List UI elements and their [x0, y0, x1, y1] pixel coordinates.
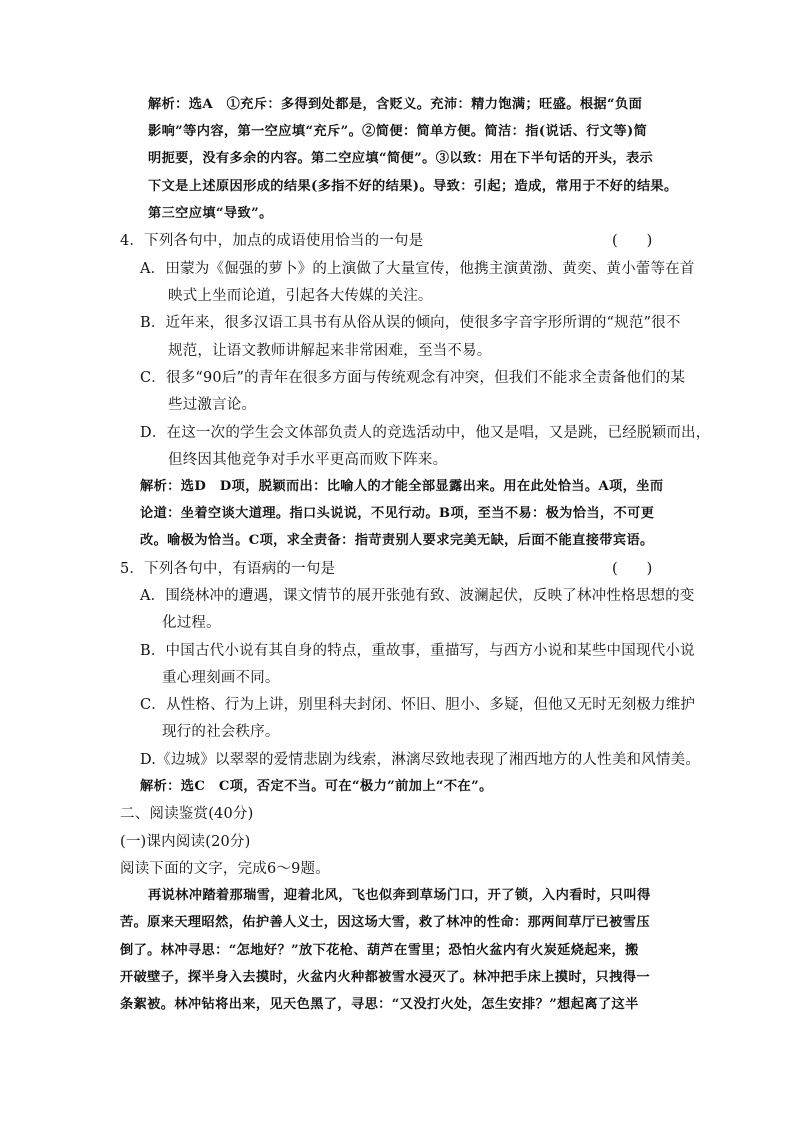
q4-option-c-line-1: C．很多“90后”的青年在很多方面与传统观念有冲突，但我们不能求全责备他们的某: [140, 370, 686, 386]
passage-line-3: 倒了。林冲寻思：“怎地好？”放下花枪、葫芦在雪里；恐怕火盆内有火炭延烧起来，搬: [120, 943, 639, 958]
q4-analysis-line-2: 论道：坐着空谈大道理。指口头说说，不见行动。B项，至当不易：极为恰当，不可更: [140, 506, 655, 521]
passage-line-4: 开破壁子，探半身入去摸时，火盆内火种都被雪水浸灭了。林冲把手床上摸时，只拽得一: [120, 970, 650, 985]
q4-option-b-line-1: B．近年来，很多汉语工具书有从俗从误的倾向，使很多字音字形所谓的“规范”很不: [140, 315, 681, 331]
section2-instruction: 阅读下面的文字，完成6～9题。: [120, 861, 330, 877]
section2-subtitle: (一)课内阅读(20分): [120, 834, 251, 850]
passage-line-1: 再说林冲踏着那瑞雪，迎着北风，飞也似奔到草场门口，开了锁，入内看时，只叫得: [148, 888, 651, 903]
analysis3-line-2: 影响”等内容，第一空应填“充斥”。②简便：简单方便。简洁：指(说话、行文等)简: [148, 124, 648, 139]
q5-stem: 5．下列各句中，有语病的一句是: [120, 561, 336, 577]
analysis3-line-1: 解析：选A ①充斥：多得到处都是，含贬义。充沛：精力饱满；旺盛。根据“负面: [148, 97, 643, 112]
analysis3-line-5: 第三空应填“导致”。: [148, 206, 273, 221]
q5-answer-bracket: ( ): [612, 561, 653, 577]
q4-option-a-line-2: 映式上坐而论道，引起各大传媒的关注。: [168, 288, 433, 304]
q5-option-d-line-1: D.《边城》以翠翠的爱情悲剧为线索，淋漓尽致地表现了湘西地方的人性美和风情美。: [140, 752, 701, 768]
analysis3-line-4: 下文是上述原因形成的结果(多指不好的结果)。导致：引起；造成，常用于不好的结果。: [148, 179, 678, 194]
analysis3-line-3: 明扼要，没有多余的内容。第二空应填“简便”。③以致：用在下半句话的开头，表示: [148, 151, 654, 166]
q5-analysis: 解析：选C C项，否定不当。可在“极力”前加上“不在”。: [140, 779, 493, 794]
q5-option-a-line-2: 化过程。: [162, 615, 221, 631]
q4-option-c-line-2: 些过激言论。: [168, 397, 257, 413]
q5-option-c-line-2: 现行的社会秩序。: [162, 724, 280, 740]
q4-stem: 4．下列各句中，加点的成语使用恰当的一句是: [120, 233, 424, 249]
q5-option-b-line-1: B．中国古代小说有其自身的特点，重故事，重描写，与西方小说和某些中国现代小说: [140, 643, 695, 659]
q5-option-c-line-1: C．从性格、行为上讲，别里科夫封闭、怀旧、胆小、多疑，但他又无时无刻极力维护: [140, 697, 696, 713]
passage-line-5: 条絮被。林冲钻将出来，见天色黑了，寻思：“又没打火处，怎生安排？”想起离了这半: [120, 997, 639, 1012]
q4-option-b-line-2: 规范，让语文教师讲解起来非常困难，至当不易。: [168, 343, 492, 359]
q5-option-a-line-1: A．围绕林冲的遭遇，课文情节的展开张弛有致、波澜起伏，反映了林冲性格思想的变: [140, 588, 695, 604]
section2-title: 二、阅读鉴赏(40分): [120, 806, 254, 822]
q4-option-d-line-1: D．在这一次的学生会文体部负责人的竞选活动中，他又是唱，又是跳，已经脱颖而出，: [140, 425, 711, 441]
q4-option-d-line-2: 但终因其他竞争对手水平更高而败下阵来。: [168, 452, 448, 468]
q4-analysis-line-3: 改。喻极为恰当。C项，求全责备：指苛责别人要求完美无缺，后面不能直接带宾语。: [140, 533, 654, 548]
passage-line-2: 苦。原来天理昭然，佑护善人义士，因这场大雪，救了林冲的性命：那两间草厅已被雪压: [120, 915, 650, 930]
q4-analysis-line-1: 解析：选D D项，脱颖而出：比喻人的才能全部显露出来。用在此处恰当。A项，坐而: [140, 479, 664, 494]
q4-option-a-line-1: A．田蒙为《倔强的萝卜》的上演做了大量宣传，他携主演黄渤、黄奕、黄小蕾等在首: [140, 261, 695, 277]
q5-option-b-line-2: 重心理刻画不同。: [162, 670, 280, 686]
q4-answer-bracket: ( ): [612, 233, 653, 249]
